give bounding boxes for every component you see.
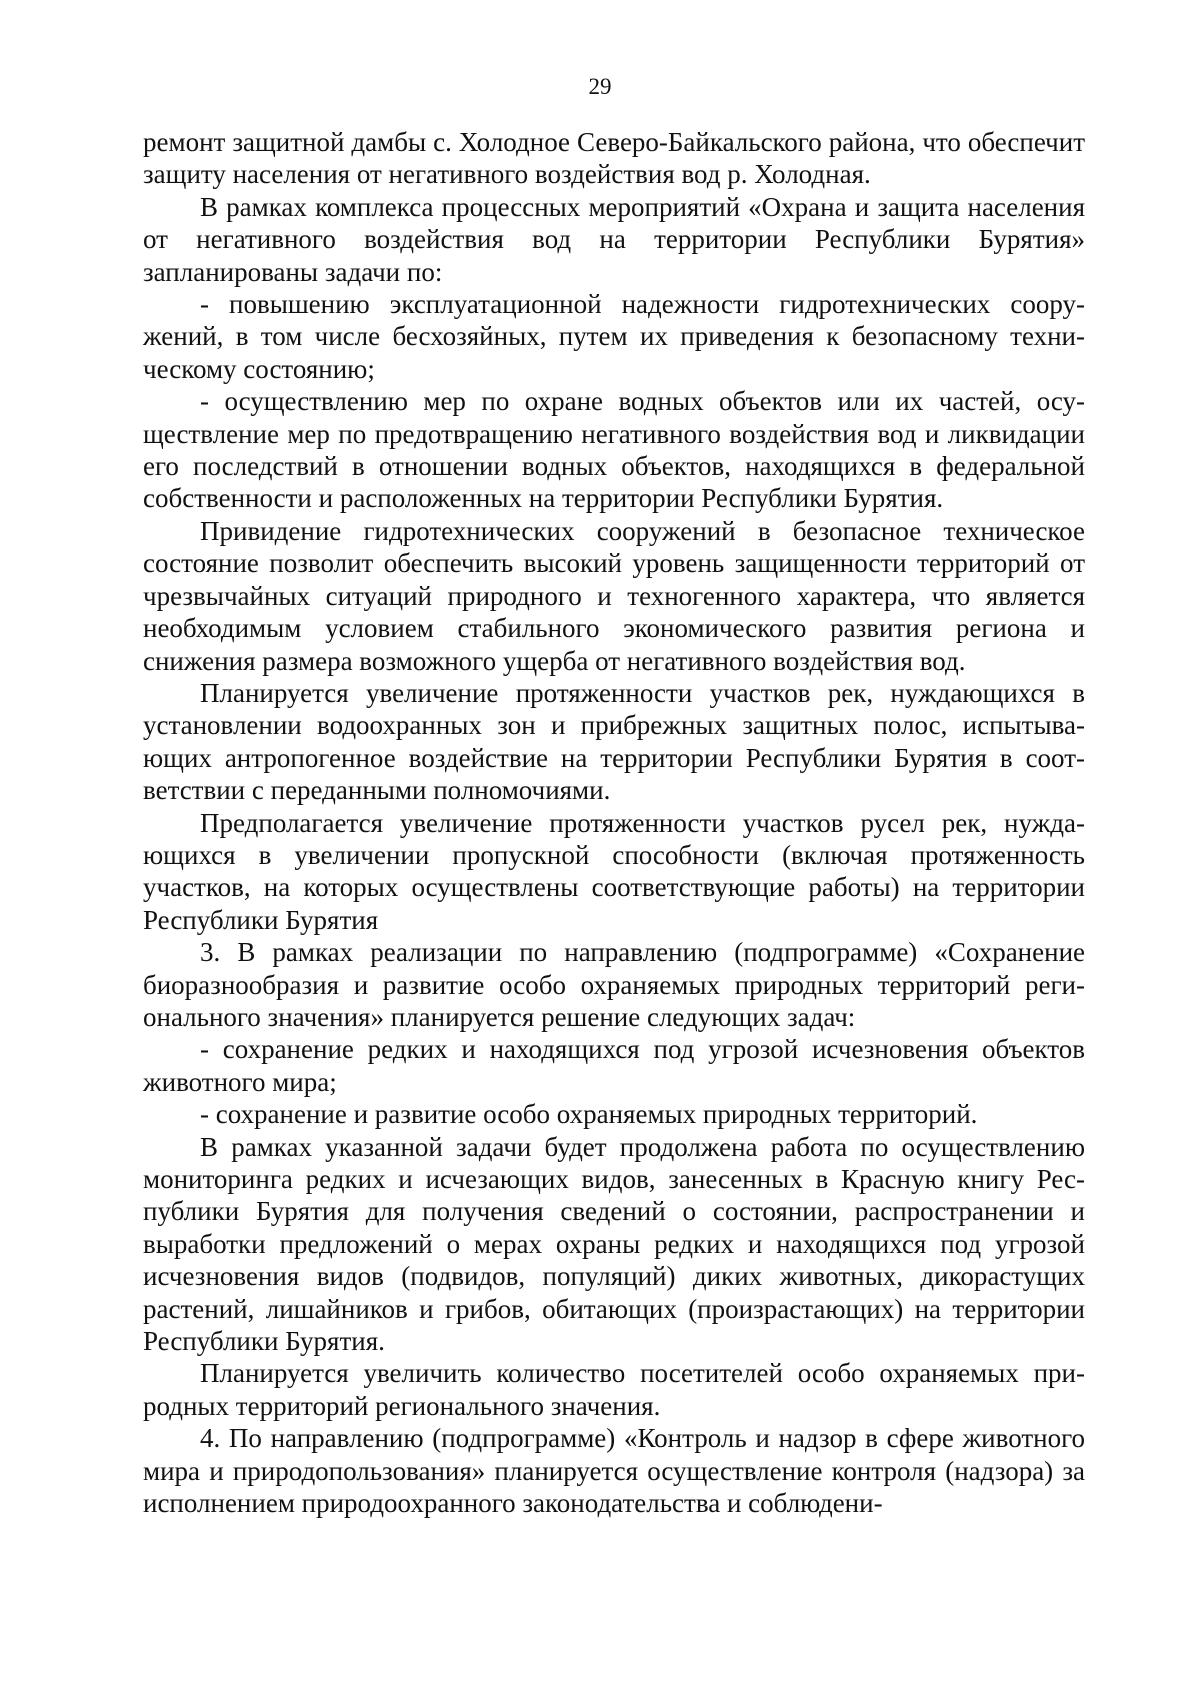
paragraph: Планируется увеличить количество посетителей особо охраняемых природных территорий регионального значения. — [143, 1358, 1085, 1421]
paragraph: ремонт защитной дамбы с. Холодное Северо-Байкальского района, что обеспечит защиту населения от негативного воздействия вод р. Холодная. — [143, 127, 1085, 190]
paragraph: 4. По направлению (подпрограмме) «Контроль и надзор в сфере животного мира и природопользования» планируется осуществление контроля (надзора) за исполнением природоохранного законодательства и соблюдени- — [143, 1423, 1085, 1519]
paragraph: 3. В рамках реализации по направлению (подпрограмме) «Сохранение биоразнообразия и развитие особо охраняемых природных территорий регионального значения» планируется решение следующих задач: — [143, 937, 1085, 1032]
body-text — [143, 126, 1085, 1519]
list-item: - сохранение и развитие особо охраняемых природных территорий. — [200, 1099, 978, 1130]
paragraph: В рамках комплекса процессных мероприятий «Охрана и защита населения от негативного воздействия вод на территории Республики Бурятия» запланированы задачи по: — [143, 191, 1085, 287]
paragraph: Планируется увеличение протяженности участков рек, нуждающихся в установлении водоохранных зон и прибрежных защитных полос, испытывающих антропогенное воздействие на территории Республики Бурятия в соответствии с переданными полномочиями. — [143, 677, 1085, 806]
paragraph: Предполагается увеличение протяженности участков русел рек, нуждающихся в увеличении пропускной способности (включая протяженность участков, на которых осуществлены соответствующие работы) на территории Республики Бурятия — [143, 807, 1085, 935]
page-number: 29 — [588, 74, 612, 99]
list-item: - сохранение редких и находящихся под угрозой исчезновения объектов животного мира; — [143, 1034, 1085, 1097]
paragraph: Привидение гидротехнических сооружений в безопасное техническое состояние позволит обеспечить высокий уровень защищенности территорий от чрезвычайных ситуаций природного и техногенного характера, что является необходимым условием стабильного экономического развития региона и снижения размера возможного ущерба от негативного воздействия вод. — [143, 515, 1085, 676]
list-item: - осуществлению мер по охране водных объектов или их частей, осуществление мер по предотвращению негативного воздействия вод и ликвидации его последствий в отношении водных объектов, находящихся в федеральной собственности и расположенных на территории Республики Бурятия. — [143, 386, 1085, 514]
list-item: - повышению эксплуатационной надежности гидротехнических сооружений, в том числе бесхозяйных, путем их приведения к безопасному техническому состоянию; — [143, 289, 1085, 384]
paragraph: В рамках указанной задачи будет продолжена работа по осуществлению мониторинга редких и исчезающих видов, занесенных в Красную книгу Республики Бурятия для получения сведений о состоянии, распространении и выработки предложений о мерах охраны редких и находящихся под угрозой исчезновения видов (подвидов, популяций) диких животных, дикорастущих растений, лишайников и грибов, обитающих (произрастающих) на территории Республики Бурятия. — [143, 1131, 1085, 1357]
